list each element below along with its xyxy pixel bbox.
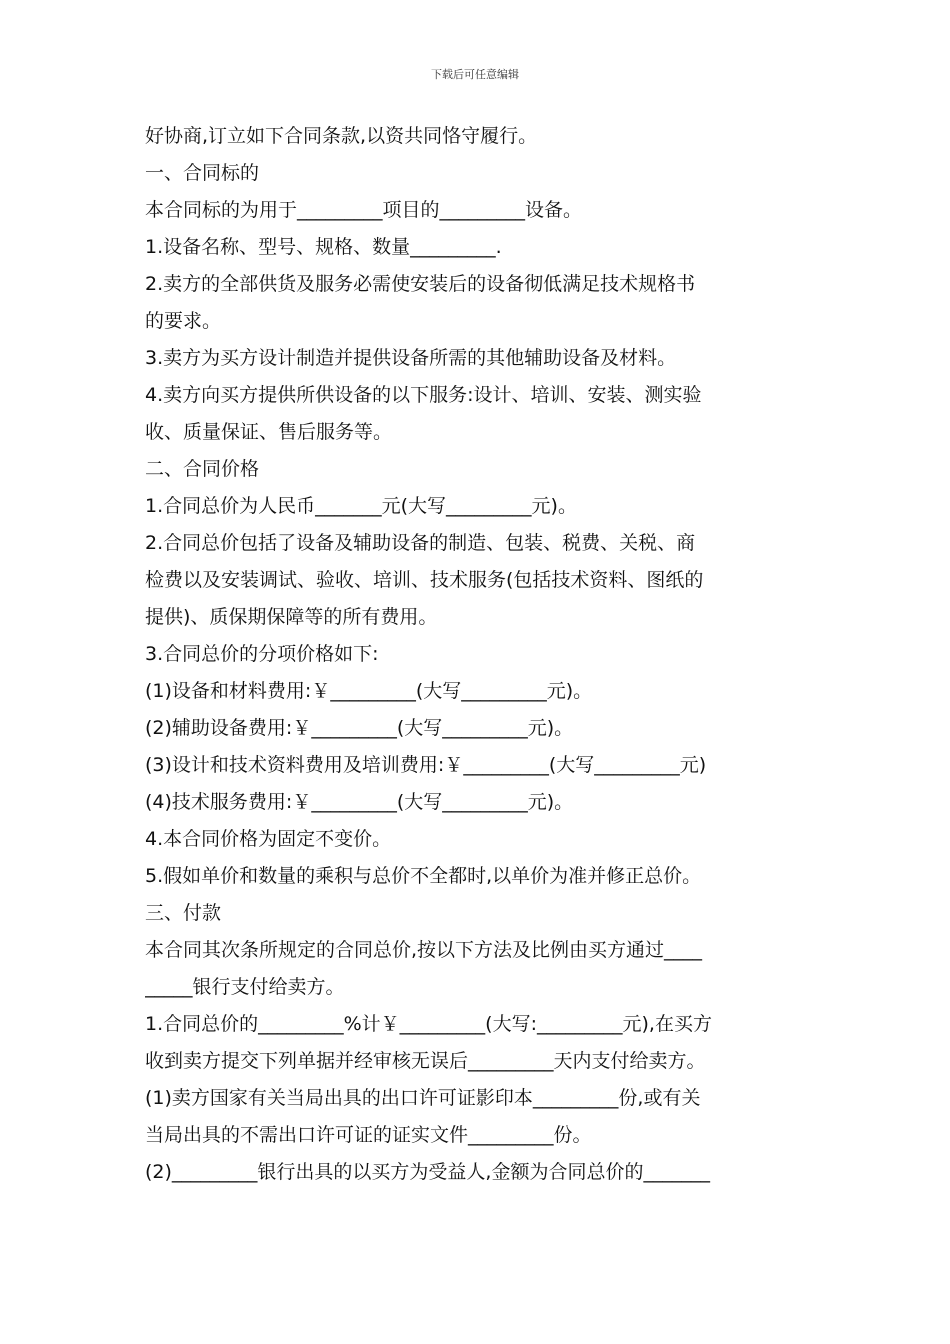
text-line: (4)技术服务费用:￥_________(大写_________元)。: [145, 791, 574, 813]
text-line: 收到卖方提交下列单据并经审核无误后_________天内支付给卖方。: [145, 1050, 706, 1072]
text-line: 3.卖方为买方设计制造并提供设备所需的其他辅助设备及材料。: [145, 347, 677, 369]
text-line: 本合同标的为用于_________项目的_________设备。: [145, 199, 583, 221]
section-heading: 三、付款: [145, 902, 222, 924]
text-line: 的要求。: [145, 310, 222, 332]
page-header: 下载后可任意编辑: [431, 68, 519, 81]
section-heading: 二、合同价格: [145, 458, 260, 480]
text-line: 本合同其次条所规定的合同总价,按以下方法及比例由买方通过____: [145, 939, 703, 961]
text-line: 2.卖方的全部供货及服务必需使安装后的设备彻低满足技术规格书: [145, 273, 696, 295]
text-line: 提供)、质保期保障等的所有费用。: [145, 606, 438, 628]
text-line: 2.合同总价包括了设备及辅助设备的制造、包装、税费、关税、商: [145, 532, 696, 554]
document-body: [145, 118, 810, 1191]
text-line: 检费以及安装调试、验收、培训、技术服务(包括技术资料、图纸的: [145, 569, 704, 591]
text-line: 3.合同总价的分项价格如下:: [145, 643, 379, 665]
text-line: 1.合同总价的_________%计￥_________(大写:_________元),在买方: [145, 1013, 712, 1035]
text-line: 当局出具的不需出口许可证的证实文件_________份。: [145, 1124, 592, 1146]
text-line: (1)设备和材料费用:￥_________(大写_________元)。: [145, 680, 593, 702]
text-line: 1.合同总价为人民币_______元(大写_________元)。: [145, 495, 577, 517]
text-line: (2)辅助设备费用:￥_________(大写_________元)。: [145, 717, 574, 739]
text-line: 4.卖方向买方提供所供设备的以下服务:设计、培训、安装、测实验: [145, 384, 702, 406]
text-line: 5.假如单价和数量的乘积与总价不全都时,以单价为准并修正总价。: [145, 865, 702, 887]
text-line: 4.本合同价格为固定不变价。: [145, 828, 392, 850]
text-line: 收、质量保证、售后服务等。: [145, 421, 393, 443]
text-line: _____银行支付给卖方。: [145, 976, 345, 998]
text-line: 好协商,订立如下合同条款,以资共同恪守履行。: [145, 125, 538, 147]
text-line: (2)_________银行出具的以买方为受益人,金额为合同总价的_______: [145, 1161, 710, 1183]
text-line: 1.设备名称、型号、规格、数量_________.: [145, 236, 502, 258]
section-heading: 一、合同标的: [145, 162, 260, 184]
text-line: (3)设计和技术资料费用及培训费用:￥_________(大写_________元): [145, 754, 707, 776]
text-line: (1)卖方国家有关当局出具的出口许可证影印本_________份,或有关: [145, 1087, 701, 1109]
